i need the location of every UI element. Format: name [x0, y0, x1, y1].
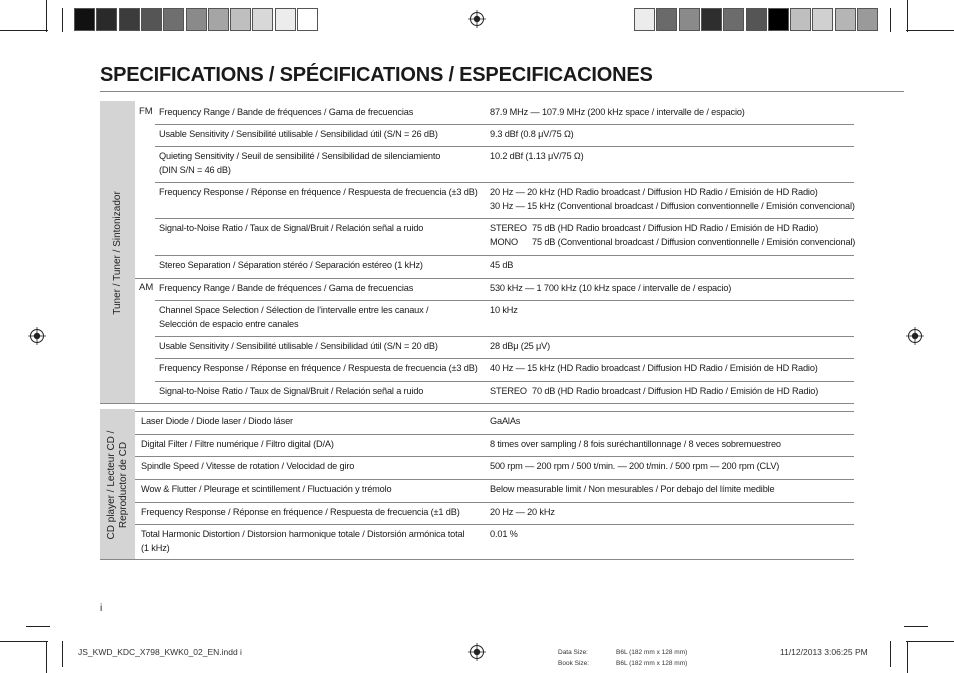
spec-value — [490, 304, 518, 318]
spec-text-line: Below measurable limit / Non mesurables / Por debajo del límite medible — [490, 484, 775, 494]
color-swatch — [746, 8, 767, 31]
spec-text-line: 10 kHz — [490, 305, 518, 315]
page-number: i — [100, 603, 103, 614]
spec-row — [155, 218, 854, 255]
spec-text-line: (1 kHz) — [141, 542, 170, 553]
spec-text-line: 10.2 dBf (1.13 μV/75 Ω) — [490, 151, 584, 161]
spec-row — [155, 336, 854, 358]
spec-value — [490, 528, 518, 542]
spec-row — [155, 182, 854, 218]
spec-text-line: 20 Hz — 20 kHz (HD Radio broadcast / Diffusion HD Radio / Emisión de HD Radio) — [490, 187, 818, 197]
spec-value — [490, 186, 855, 213]
cd-bottom-rule — [100, 559, 854, 560]
spec-parameter — [159, 385, 423, 399]
color-swatch — [723, 8, 744, 31]
spec-parameter — [159, 186, 478, 200]
tuner-section-sidebar — [100, 101, 135, 404]
spec-value — [490, 438, 781, 452]
spec-value — [490, 106, 745, 120]
spec-parameter — [141, 483, 392, 497]
color-swatch — [208, 8, 229, 31]
registration-mark-icon — [468, 10, 486, 28]
spec-text-line: 20 Hz — 20 kHz — [490, 507, 555, 517]
color-swatch — [275, 8, 296, 31]
spec-parameter — [159, 128, 438, 142]
spec-parameter — [141, 460, 354, 474]
spec-stacked-line — [490, 236, 855, 250]
spec-row — [135, 524, 854, 559]
spec-text-line: 0.01 % — [490, 529, 518, 539]
spec-value — [490, 362, 818, 376]
spec-row — [155, 255, 854, 278]
spec-row — [155, 300, 854, 336]
spec-value — [490, 128, 574, 142]
spec-text-line: 30 Hz — 15 kHz (Conventional broadcast / Diffusion conventionnelle / Emisión convencional) — [490, 200, 855, 211]
spec-parameter — [141, 415, 293, 429]
spec-value — [490, 506, 555, 520]
color-swatch — [141, 8, 162, 31]
spec-parameter — [141, 438, 334, 452]
spec-text-line: Stereo Separation / Séparation stéréo / Separación estéreo (1 kHz) — [159, 260, 423, 270]
cd-section-label — [106, 430, 130, 539]
cd-section-label-line: CD player / Lecteur CD / — [105, 430, 117, 539]
spec-text-line: (DIN S/N = 46 dB) — [159, 164, 231, 175]
spec-parameter — [159, 304, 428, 331]
spec-value — [490, 259, 513, 273]
spec-row — [155, 103, 854, 124]
spec-stacked-line — [490, 222, 855, 236]
spec-value — [490, 385, 818, 399]
spec-parameter — [159, 362, 478, 376]
color-swatch — [679, 8, 700, 31]
spec-parameter — [159, 150, 440, 177]
spec-row — [135, 479, 854, 502]
spec-text-line: Selección de espacio entre canales — [159, 318, 299, 329]
spec-text-line: Frequency Response / Réponse en fréquence / Respuesta de frecuencia (±3 dB) — [159, 363, 478, 373]
spec-mode-value: 70 dB (HD Radio broadcast / Diffusion HD Radio / Emisión de HD Radio) — [532, 386, 819, 396]
spec-value — [490, 150, 584, 164]
spec-text-line: Signal-to-Noise Ratio / Taux de Signal/Bruit / Relación señal a ruido — [159, 386, 424, 396]
color-swatch — [857, 8, 878, 31]
spec-value — [490, 282, 731, 296]
color-swatch — [656, 8, 677, 31]
spec-value — [490, 222, 855, 249]
registration-mark-icon — [468, 643, 486, 661]
am-band-label: AM — [139, 282, 154, 293]
spec-text-line: Quieting Sensitivity / Seuil de sensibilité / Sensibilidad de silenciamiento — [159, 151, 441, 161]
spec-row — [155, 358, 854, 381]
registration-mark-icon — [906, 327, 924, 345]
spec-text-line: Frequency Range / Bande de fréquences / Gama de frecuencias — [159, 107, 414, 117]
spec-parameter — [159, 222, 423, 236]
spec-parameter — [159, 106, 413, 120]
spec-text-line: 45 dB — [490, 260, 514, 270]
color-swatch — [252, 8, 273, 31]
spec-value — [490, 460, 779, 474]
spec-parameter — [159, 259, 423, 273]
color-swatch — [74, 8, 95, 31]
color-swatch — [163, 8, 184, 31]
spec-text-line: 9.3 dBf (0.8 μV/75 Ω) — [490, 129, 574, 139]
spec-text-line: Wow & Flutter / Pleurage et scintillement / Fluctuación y trémolo — [141, 484, 392, 494]
book-size-label: Book Size: — [558, 660, 590, 667]
spec-row — [155, 146, 854, 182]
spec-text-line: Frequency Response / Réponse en fréquence / Respuesta de frecuencia (±1 dB) — [141, 507, 460, 517]
cd-section-label-line: Reproductor de CD — [117, 441, 129, 528]
title-rule — [100, 91, 904, 92]
spec-text-line: Total Harmonic Distortion / Distorsion harmonique totale / Distorsión armónica total — [141, 529, 465, 539]
spec-text-line: Usable Sensitivity / Sensibilité utilisable / Sensibilidad útil (S/N = 20 dB) — [159, 341, 438, 351]
spec-row — [135, 502, 854, 524]
fm-band-label: FM — [139, 106, 153, 117]
spec-row — [135, 278, 854, 300]
spec-text-line: Frequency Response / Réponse en fréquence / Respuesta de frecuencia (±3 dB) — [159, 187, 478, 197]
color-swatch — [701, 8, 722, 31]
footer-filename: JS_KWD_KDC_X798_KWK0_02_EN.indd i — [78, 647, 242, 657]
color-swatch — [297, 8, 318, 31]
book-size-value: B6L (182 mm x 128 mm) — [616, 660, 688, 667]
spec-row — [135, 411, 854, 434]
color-swatch — [96, 8, 117, 31]
spec-value — [490, 340, 550, 354]
color-swatch — [790, 8, 811, 31]
data-size-value: B6L (182 mm x 128 mm) — [616, 649, 688, 656]
spec-value — [490, 483, 775, 497]
spec-mode: STEREO — [490, 386, 527, 396]
spec-row — [135, 434, 854, 456]
tuner-bottom-rule — [100, 403, 854, 404]
spec-text-line: 28 dBμ (25 μV) — [490, 341, 551, 351]
spec-text-line: Channel Space Selection / Sélection de l’intervalle entre les canaux / — [159, 305, 429, 315]
spec-row — [155, 381, 854, 403]
spec-stacked-line — [490, 385, 818, 399]
spec-text-line: 500 rpm — 200 rpm / 500 t/min. — 200 t/min. / 500 rpm — 200 rpm (CLV) — [490, 461, 780, 471]
footer-datetime: 11/12/2013 3:06:25 PM — [780, 647, 868, 657]
color-swatch — [119, 8, 140, 31]
color-swatch — [634, 8, 655, 31]
data-size-label: Data Size: — [558, 649, 588, 656]
spec-value — [490, 415, 520, 429]
spec-text-line: Frequency Range / Bande de fréquences / Gama de frecuencias — [159, 283, 414, 293]
spec-row — [155, 124, 854, 146]
color-swatch — [812, 8, 833, 31]
registration-mark-icon — [28, 327, 46, 345]
cd-section-sidebar — [100, 409, 135, 560]
spec-mode: MONO — [490, 236, 518, 247]
color-swatch — [186, 8, 207, 31]
spec-text-line: 530 kHz — 1 700 kHz (10 kHz space / intervalle de / espacio) — [490, 283, 732, 293]
color-swatch — [768, 8, 789, 31]
spec-text-line: 8 times over sampling / 8 fois suréchantillonnage / 8 veces sobremuestreo — [490, 439, 781, 449]
spec-mode-value: 75 dB (Conventional broadcast / Diffusion conventionnelle / Emisión convencional) — [532, 236, 856, 247]
spec-parameter — [159, 282, 413, 296]
page-title: SPECIFICATIONS / SPÉCIFICATIONS / ESPECIFICACIONES — [100, 64, 653, 86]
spec-parameter — [141, 506, 460, 520]
spec-parameter — [159, 340, 438, 354]
tuner-section-label: Tuner / Tuner / Sintonizador — [111, 190, 123, 315]
spec-row — [135, 456, 854, 479]
spec-text-line: 87.9 MHz — 107.9 MHz (200 kHz space / intervalle de / espacio) — [490, 107, 745, 117]
spec-text-line: Usable Sensitivity / Sensibilité utilisable / Sensibilidad útil (S/N = 26 dB) — [159, 129, 438, 139]
spec-text-line: Digital Filter / Filtre numérique / Filtro digital (D/A) — [141, 439, 334, 449]
color-swatch — [230, 8, 251, 31]
spec-text-line: Signal-to-Noise Ratio / Taux de Signal/Bruit / Relación señal a ruido — [159, 223, 424, 233]
spec-parameter — [141, 528, 464, 555]
spec-mode-value: 75 dB (HD Radio broadcast / Diffusion HD Radio / Emisión de HD Radio) — [532, 223, 819, 233]
spec-text-line: GaAlAs — [490, 416, 521, 426]
spec-text-line: Spindle Speed / Vitesse de rotation / Velocidad de giro — [141, 461, 355, 471]
color-swatch — [835, 8, 856, 31]
spec-text-line: Laser Diode / Diode laser / Diodo láser — [141, 416, 293, 426]
spec-text-line: 40 Hz — 15 kHz (HD Radio broadcast / Diffusion HD Radio / Emisión de HD Radio) — [490, 363, 818, 373]
spec-mode: STEREO — [490, 223, 527, 233]
